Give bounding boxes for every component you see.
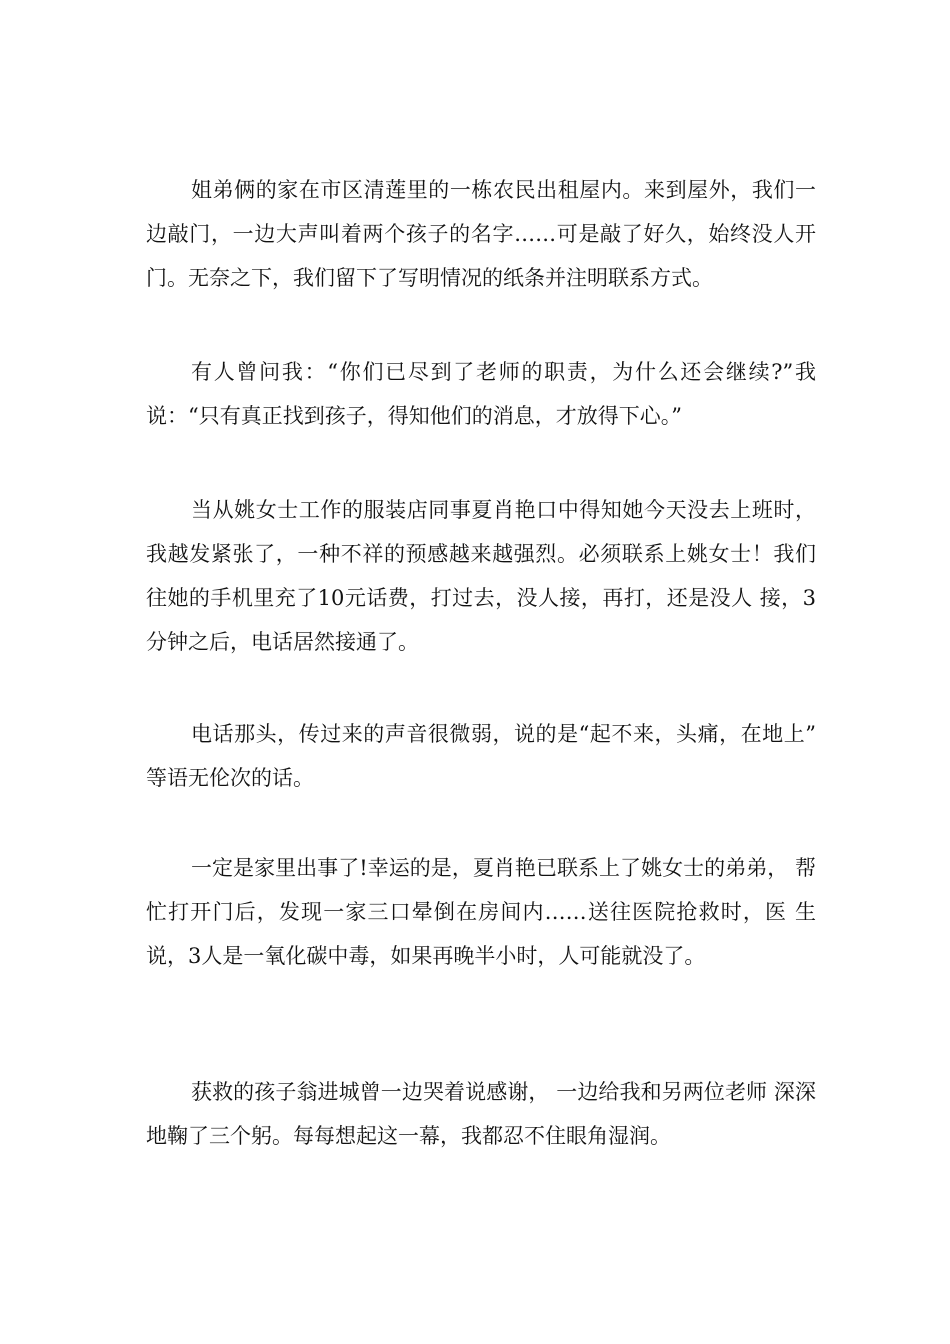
paragraph-2: 有人曾问我：“你们已尽到了老师的职责，为什么还会继续?”我说：“只有真正找到孩子，得知他们的消息，才放得下心。” [146, 360, 816, 428]
paragraph-5: 一定是家里出事了!幸运的是，夏肖艳已联系上了姚女士的弟弟， 帮忙打开门后，发现一家三口晕倒在房间内……送往医院抢救时，医 生说，3人是一氧化碳中毒，如果再晚半小时，人可能就没了。 [146, 856, 816, 968]
paragraph-1: 姐弟俩的家在市区清莲里的一栋农民出租屋内。来到屋外，我们一边敲门，一边大声叫着两个孩子的名字……可是敲了好久，始终没人开门。无奈之下，我们留下了写明情况的纸条并注明联系方式。 [146, 178, 816, 290]
paragraph-3: 当从姚女士工作的服装店同事夏肖艳口中得知她今天没去上班时，我越发紧张了，一种不祥的预感越来越强烈。必须联系上姚女士！我们往她的手机里充了10元话费，打过去，没人接，再打，还是没人 接，3分钟之后，电话居然接通了。 [146, 498, 816, 654]
paragraph-6: 获救的孩子翁进城曾一边哭着说感谢， 一边给我和另两位老师 深深地鞠了三个躬。每每想起这一幕，我都忍不住眼角湿润。 [146, 1080, 816, 1148]
paragraph-4: 电话那头，传过来的声音很微弱，说的是“起不来，头痛，在地上” 等语无伦次的话。 [146, 722, 823, 790]
